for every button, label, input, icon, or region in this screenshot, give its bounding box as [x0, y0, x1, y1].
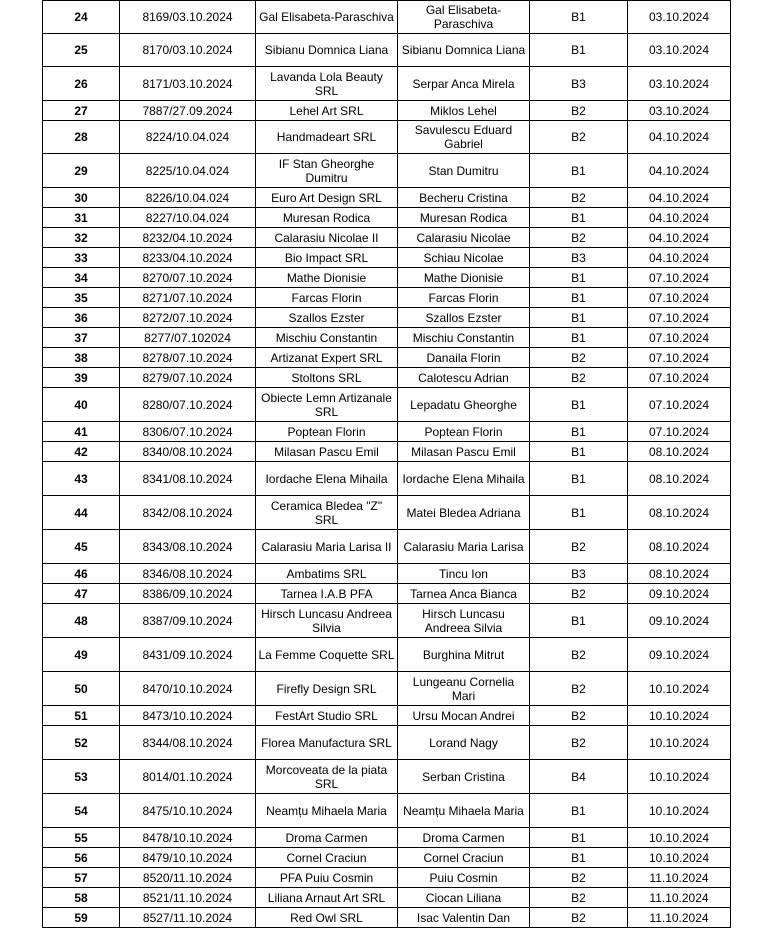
registration-number-cell: 8527/11.10.2024 [120, 908, 256, 928]
table-row [43, 34, 731, 67]
company-name-cell: Cornel Craciun [256, 848, 398, 868]
registration-number-cell: 8272/07.10.2024 [120, 308, 256, 328]
category-cell: B2 [530, 584, 628, 604]
date-cell: 07.10.2024 [628, 328, 731, 348]
date-cell: 07.10.2024 [628, 422, 731, 442]
date-cell: 09.10.2024 [628, 604, 731, 638]
company-name-cell: Morcoveata de la piata SRL [256, 760, 398, 794]
table-row [43, 422, 731, 442]
date-cell: 07.10.2024 [628, 268, 731, 288]
category-cell: B2 [530, 672, 628, 706]
row-number-cell: 53 [43, 760, 120, 794]
row-number-cell: 36 [43, 308, 120, 328]
registry-table [42, 0, 731, 928]
registration-number-cell: 8475/10.10.2024 [120, 794, 256, 828]
table-row [43, 101, 731, 121]
row-number-cell: 25 [43, 34, 120, 67]
table-row [43, 154, 731, 188]
registration-number-cell: 8344/08.10.2024 [120, 726, 256, 760]
registration-number-cell: 8280/07.10.2024 [120, 388, 256, 422]
registry-table-container [42, 0, 730, 928]
table-row [43, 584, 731, 604]
registration-number-cell: 8224/10.04.024 [120, 121, 256, 154]
row-number-cell: 30 [43, 188, 120, 208]
date-cell: 08.10.2024 [628, 462, 731, 496]
table-row [43, 308, 731, 328]
category-cell: B1 [530, 442, 628, 462]
company-name-cell: Lavanda Lola Beauty SRL [256, 67, 398, 101]
table-row [43, 496, 731, 530]
person-name-cell: Iordache Elena Mihaila [398, 462, 530, 496]
company-name-cell: Gal Elisabeta-Paraschiva [256, 1, 398, 34]
date-cell: 07.10.2024 [628, 288, 731, 308]
date-cell: 10.10.2024 [628, 848, 731, 868]
row-number-cell: 35 [43, 288, 120, 308]
row-number-cell: 40 [43, 388, 120, 422]
person-name-cell: Gal Elisabeta-Paraschiva [398, 1, 530, 34]
person-name-cell: Muresan Rodica [398, 208, 530, 228]
company-name-cell: Calarasiu Nicolae II [256, 228, 398, 248]
category-cell: B2 [530, 908, 628, 928]
date-cell: 04.10.2024 [628, 154, 731, 188]
company-name-cell: Muresan Rodica [256, 208, 398, 228]
registration-number-cell: 8521/11.10.2024 [120, 888, 256, 908]
table-row [43, 672, 731, 706]
row-number-cell: 38 [43, 348, 120, 368]
row-number-cell: 57 [43, 868, 120, 888]
category-cell: B1 [530, 328, 628, 348]
person-name-cell: Danaila Florin [398, 348, 530, 368]
person-name-cell: Lepadatu Gheorghe [398, 388, 530, 422]
date-cell: 10.10.2024 [628, 760, 731, 794]
category-cell: B1 [530, 388, 628, 422]
row-number-cell: 56 [43, 848, 120, 868]
table-row [43, 268, 731, 288]
row-number-cell: 29 [43, 154, 120, 188]
company-name-cell: Mischiu Constantin [256, 328, 398, 348]
registration-number-cell: 8343/08.10.2024 [120, 530, 256, 564]
row-number-cell: 59 [43, 908, 120, 928]
category-cell: B1 [530, 794, 628, 828]
table-row [43, 530, 731, 564]
registration-number-cell: 8279/07.10.2024 [120, 368, 256, 388]
category-cell: B1 [530, 34, 628, 67]
category-cell: B1 [530, 268, 628, 288]
company-name-cell: Handmadeart SRL [256, 121, 398, 154]
table-row [43, 848, 731, 868]
person-name-cell: Hirsch Luncasu Andreea Silvia [398, 604, 530, 638]
registration-number-cell: 8478/10.10.2024 [120, 828, 256, 848]
company-name-cell: Euro Art Design SRL [256, 188, 398, 208]
date-cell: 08.10.2024 [628, 496, 731, 530]
date-cell: 03.10.2024 [628, 34, 731, 67]
registration-number-cell: 8169/03.10.2024 [120, 1, 256, 34]
date-cell: 10.10.2024 [628, 706, 731, 726]
company-name-cell: La Femme Coquette SRL [256, 638, 398, 672]
registration-number-cell: 7887/27.09.2024 [120, 101, 256, 121]
row-number-cell: 42 [43, 442, 120, 462]
person-name-cell: Farcas Florin [398, 288, 530, 308]
company-name-cell: Mathe Dionisie [256, 268, 398, 288]
category-cell: B4 [530, 760, 628, 794]
person-name-cell: Tarnea Anca Bianca [398, 584, 530, 604]
date-cell: 08.10.2024 [628, 530, 731, 564]
table-row [43, 442, 731, 462]
registration-number-cell: 8232/04.10.2024 [120, 228, 256, 248]
person-name-cell: Ciocan Liliana [398, 888, 530, 908]
category-cell: B2 [530, 530, 628, 564]
category-cell: B2 [530, 638, 628, 672]
registration-number-cell: 8225/10.04.024 [120, 154, 256, 188]
registration-number-cell: 8270/07.10.2024 [120, 268, 256, 288]
company-name-cell: IF Stan Gheorghe Dumitru [256, 154, 398, 188]
category-cell: B2 [530, 101, 628, 121]
table-row [43, 564, 731, 584]
table-row [43, 868, 731, 888]
row-number-cell: 48 [43, 604, 120, 638]
row-number-cell: 51 [43, 706, 120, 726]
category-cell: B1 [530, 604, 628, 638]
table-row [43, 121, 731, 154]
row-number-cell: 27 [43, 101, 120, 121]
registration-number-cell: 8340/08.10.2024 [120, 442, 256, 462]
table-row [43, 348, 731, 368]
date-cell: 11.10.2024 [628, 888, 731, 908]
row-number-cell: 45 [43, 530, 120, 564]
table-row [43, 288, 731, 308]
registration-number-cell: 8278/07.10.2024 [120, 348, 256, 368]
person-name-cell: Ursu Mocan Andrei [398, 706, 530, 726]
person-name-cell: Tincu Ion [398, 564, 530, 584]
table-row [43, 604, 731, 638]
date-cell: 10.10.2024 [628, 726, 731, 760]
date-cell: 03.10.2024 [628, 1, 731, 34]
date-cell: 07.10.2024 [628, 368, 731, 388]
date-cell: 04.10.2024 [628, 121, 731, 154]
row-number-cell: 39 [43, 368, 120, 388]
company-name-cell: Milasan Pascu Emil [256, 442, 398, 462]
date-cell: 07.10.2024 [628, 348, 731, 368]
category-cell: B3 [530, 67, 628, 101]
category-cell: B2 [530, 706, 628, 726]
company-name-cell: Artizanat Expert SRL [256, 348, 398, 368]
registration-number-cell: 8227/10.04.024 [120, 208, 256, 228]
person-name-cell: Neamțu Mihaela Maria [398, 794, 530, 828]
category-cell: B1 [530, 848, 628, 868]
person-name-cell: Savulescu Eduard Gabriel [398, 121, 530, 154]
row-number-cell: 26 [43, 67, 120, 101]
date-cell: 04.10.2024 [628, 188, 731, 208]
category-cell: B2 [530, 368, 628, 388]
company-name-cell: Obiecte Lemn Artizanale SRL [256, 388, 398, 422]
registration-number-cell: 8014/01.10.2024 [120, 760, 256, 794]
category-cell: B2 [530, 726, 628, 760]
row-number-cell: 32 [43, 228, 120, 248]
row-number-cell: 58 [43, 888, 120, 908]
company-name-cell: Szallos Ezster [256, 308, 398, 328]
row-number-cell: 44 [43, 496, 120, 530]
person-name-cell: Calarasiu Nicolae [398, 228, 530, 248]
category-cell: B1 [530, 1, 628, 34]
registration-number-cell: 8271/07.10.2024 [120, 288, 256, 308]
category-cell: B2 [530, 348, 628, 368]
category-cell: B2 [530, 188, 628, 208]
person-name-cell: Miklos Lehel [398, 101, 530, 121]
date-cell: 09.10.2024 [628, 638, 731, 672]
company-name-cell: Neamțu Mihaela Maria [256, 794, 398, 828]
table-row [43, 828, 731, 848]
table-row [43, 188, 731, 208]
date-cell: 09.10.2024 [628, 584, 731, 604]
table-row [43, 208, 731, 228]
category-cell: B1 [530, 828, 628, 848]
person-name-cell: Milasan Pascu Emil [398, 442, 530, 462]
person-name-cell: Lorand Nagy [398, 726, 530, 760]
person-name-cell: Puiu Cosmin [398, 868, 530, 888]
company-name-cell: Tarnea I.A.B PFA [256, 584, 398, 604]
date-cell: 08.10.2024 [628, 442, 731, 462]
table-row [43, 908, 731, 928]
row-number-cell: 52 [43, 726, 120, 760]
registration-number-cell: 8479/10.10.2024 [120, 848, 256, 868]
date-cell: 10.10.2024 [628, 828, 731, 848]
company-name-cell: Stoltons SRL [256, 368, 398, 388]
person-name-cell: Poptean Florin [398, 422, 530, 442]
row-number-cell: 49 [43, 638, 120, 672]
table-row [43, 760, 731, 794]
table-row [43, 368, 731, 388]
date-cell: 04.10.2024 [628, 228, 731, 248]
registration-number-cell: 8306/07.10.2024 [120, 422, 256, 442]
person-name-cell: Matei Bledea Adriana [398, 496, 530, 530]
registration-number-cell: 8473/10.10.2024 [120, 706, 256, 726]
date-cell: 04.10.2024 [628, 208, 731, 228]
person-name-cell: Mischiu Constantin [398, 328, 530, 348]
person-name-cell: Droma Carmen [398, 828, 530, 848]
registry-rows [43, 1, 731, 928]
company-name-cell: FestArt Studio SRL [256, 706, 398, 726]
date-cell: 03.10.2024 [628, 101, 731, 121]
person-name-cell: Sibianu Domnica Liana [398, 34, 530, 67]
table-row [43, 1, 731, 34]
person-name-cell: Becheru Cristina [398, 188, 530, 208]
company-name-cell: Farcas Florin [256, 288, 398, 308]
category-cell: B2 [530, 121, 628, 154]
category-cell: B2 [530, 868, 628, 888]
table-row [43, 706, 731, 726]
company-name-cell: Droma Carmen [256, 828, 398, 848]
registration-number-cell: 8342/08.10.2024 [120, 496, 256, 530]
registration-number-cell: 8386/09.10.2024 [120, 584, 256, 604]
category-cell: B2 [530, 888, 628, 908]
category-cell: B1 [530, 422, 628, 442]
date-cell: 11.10.2024 [628, 908, 731, 928]
registration-number-cell: 8470/10.10.2024 [120, 672, 256, 706]
person-name-cell: Schiau Nicolae [398, 248, 530, 268]
person-name-cell: Serban Cristina [398, 760, 530, 794]
person-name-cell: Serpar Anca Mirela [398, 67, 530, 101]
registration-number-cell: 8431/09.10.2024 [120, 638, 256, 672]
date-cell: 11.10.2024 [628, 868, 731, 888]
registration-number-cell: 8520/11.10.2024 [120, 868, 256, 888]
category-cell: B2 [530, 228, 628, 248]
row-number-cell: 47 [43, 584, 120, 604]
row-number-cell: 33 [43, 248, 120, 268]
date-cell: 08.10.2024 [628, 564, 731, 584]
table-row [43, 726, 731, 760]
date-cell: 04.10.2024 [628, 248, 731, 268]
row-number-cell: 46 [43, 564, 120, 584]
category-cell: B1 [530, 154, 628, 188]
row-number-cell: 50 [43, 672, 120, 706]
category-cell: B3 [530, 248, 628, 268]
table-row [43, 67, 731, 101]
person-name-cell: Szallos Ezster [398, 308, 530, 328]
table-row [43, 462, 731, 496]
company-name-cell: Poptean Florin [256, 422, 398, 442]
table-row [43, 794, 731, 828]
category-cell: B1 [530, 308, 628, 328]
row-number-cell: 34 [43, 268, 120, 288]
row-number-cell: 54 [43, 794, 120, 828]
date-cell: 03.10.2024 [628, 67, 731, 101]
registration-number-cell: 8346/08.10.2024 [120, 564, 256, 584]
date-cell: 07.10.2024 [628, 388, 731, 422]
table-row [43, 248, 731, 268]
company-name-cell: Calarasiu Maria Larisa II [256, 530, 398, 564]
company-name-cell: Red Owl SRL [256, 908, 398, 928]
person-name-cell: Stan Dumitru [398, 154, 530, 188]
table-row [43, 228, 731, 248]
registration-number-cell: 8341/08.10.2024 [120, 462, 256, 496]
registration-number-cell: 8277/07.102024 [120, 328, 256, 348]
date-cell: 10.10.2024 [628, 794, 731, 828]
company-name-cell: Ceramica Bledea "Z" SRL [256, 496, 398, 530]
table-row [43, 328, 731, 348]
row-number-cell: 55 [43, 828, 120, 848]
company-name-cell: Hirsch Luncasu Andreea Silvia [256, 604, 398, 638]
company-name-cell: Bio Impact SRL [256, 248, 398, 268]
person-name-cell: Lungeanu Cornelia Mari [398, 672, 530, 706]
company-name-cell: Liliana Arnaut Art SRL [256, 888, 398, 908]
row-number-cell: 37 [43, 328, 120, 348]
date-cell: 07.10.2024 [628, 308, 731, 328]
company-name-cell: Firefly Design SRL [256, 672, 398, 706]
category-cell: B3 [530, 564, 628, 584]
company-name-cell: Ambatims SRL [256, 564, 398, 584]
registration-number-cell: 8233/04.10.2024 [120, 248, 256, 268]
person-name-cell: Burghina Mitrut [398, 638, 530, 672]
registration-number-cell: 8387/09.10.2024 [120, 604, 256, 638]
table-row [43, 388, 731, 422]
row-number-cell: 43 [43, 462, 120, 496]
date-cell: 10.10.2024 [628, 672, 731, 706]
person-name-cell: Calotescu Adrian [398, 368, 530, 388]
table-row [43, 638, 731, 672]
row-number-cell: 28 [43, 121, 120, 154]
row-number-cell: 24 [43, 1, 120, 34]
company-name-cell: PFA Puiu Cosmin [256, 868, 398, 888]
person-name-cell: Calarasiu Maria Larisa [398, 530, 530, 564]
company-name-cell: Sibianu Domnica Liana [256, 34, 398, 67]
company-name-cell: Florea Manufactura SRL [256, 726, 398, 760]
category-cell: B1 [530, 208, 628, 228]
table-row [43, 888, 731, 908]
row-number-cell: 31 [43, 208, 120, 228]
category-cell: B1 [530, 496, 628, 530]
company-name-cell: Iordache Elena Mihaila [256, 462, 398, 496]
company-name-cell: Lehel Art SRL [256, 101, 398, 121]
row-number-cell: 41 [43, 422, 120, 442]
category-cell: B1 [530, 288, 628, 308]
person-name-cell: Isac Valentin Dan [398, 908, 530, 928]
person-name-cell: Cornel Craciun [398, 848, 530, 868]
registration-number-cell: 8171/03.10.2024 [120, 67, 256, 101]
category-cell: B1 [530, 462, 628, 496]
person-name-cell: Mathe Dionisie [398, 268, 530, 288]
registration-number-cell: 8226/10.04.024 [120, 188, 256, 208]
registration-number-cell: 8170/03.10.2024 [120, 34, 256, 67]
